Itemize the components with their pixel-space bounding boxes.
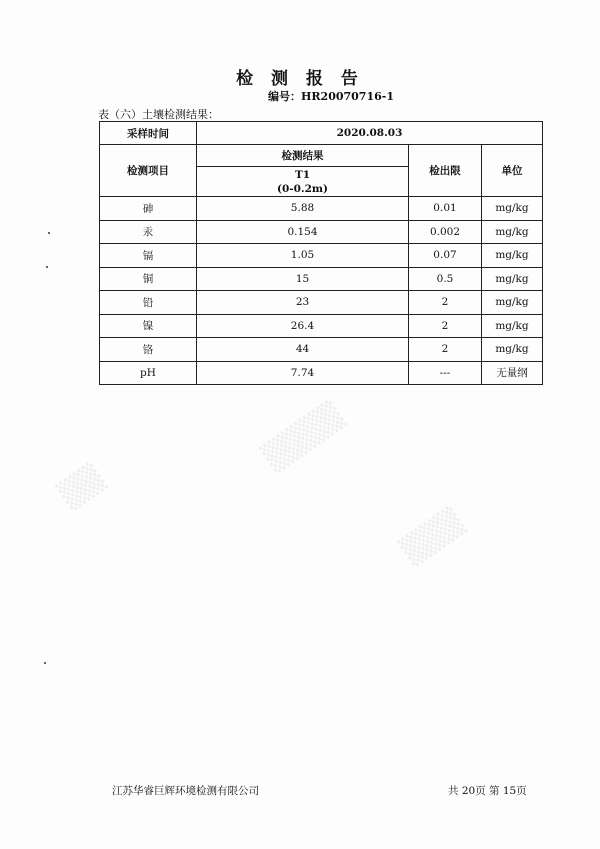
limit-value: 0.002 <box>409 220 482 244</box>
result-value: 26.4 <box>197 314 409 338</box>
sample-point-name: T1 <box>294 168 311 181</box>
unit-value: mg/kg <box>482 314 543 338</box>
unit-value: mg/kg <box>482 291 543 315</box>
footer-company: 江苏华睿巨辉环境检测有限公司 <box>112 785 259 797</box>
item-name: 砷 <box>100 197 197 221</box>
unit-value: mg/kg <box>482 244 543 268</box>
result-value: 5.88 <box>197 197 409 221</box>
limit-value: 2 <box>409 291 482 315</box>
result-value: 15 <box>197 267 409 291</box>
limit-value: 2 <box>409 338 482 362</box>
table-row <box>100 314 543 338</box>
margin-dot <box>44 662 46 664</box>
background-watermark: ▒▒▒▒ <box>258 398 348 475</box>
unit-value: mg/kg <box>482 220 543 244</box>
background-watermark: ▒▒▒ <box>396 504 469 569</box>
background-watermark: ▒▒ <box>54 460 109 513</box>
item-name: pH <box>100 361 197 385</box>
table-row <box>100 338 543 362</box>
unit-value: 无量纲 <box>482 361 543 385</box>
table-row <box>100 291 543 315</box>
soil-results-table <box>99 121 543 385</box>
limit-value: 0.5 <box>409 267 482 291</box>
sampling-time-label: 采样时间 <box>100 122 197 145</box>
item-name: 汞 <box>100 220 197 244</box>
sampling-date: 2020.08.03 <box>197 122 543 145</box>
report-number: 编号：HR20070716-1 <box>268 90 394 103</box>
report-title: 检 测 报 告 <box>236 69 364 89</box>
result-header: 检测结果 <box>197 145 409 167</box>
margin-dot <box>46 266 48 268</box>
table-row <box>100 197 543 221</box>
limit-value: 2 <box>409 314 482 338</box>
item-name: 镍 <box>100 314 197 338</box>
limit-value: 0.01 <box>409 197 482 221</box>
result-value: 44 <box>197 338 409 362</box>
sample-point-depth: (0-0.2m) <box>277 182 328 195</box>
table-caption: 表（六）土壤检测结果： <box>98 108 219 121</box>
table-row <box>100 244 543 268</box>
limit-header: 检出限 <box>409 145 482 197</box>
unit-value: mg/kg <box>482 338 543 362</box>
table-row <box>100 220 543 244</box>
unit-header: 单位 <box>482 145 543 197</box>
footer-page-number: 共 20页 第 15页 <box>448 785 527 797</box>
item-name: 铅 <box>100 291 197 315</box>
table-row <box>100 361 543 385</box>
result-value: 7.74 <box>197 361 409 385</box>
unit-value: mg/kg <box>482 197 543 221</box>
item-name: 镉 <box>100 244 197 268</box>
limit-value: --- <box>409 361 482 385</box>
item-name: 铜 <box>100 267 197 291</box>
result-value: 1.05 <box>197 244 409 268</box>
item-name: 铬 <box>100 338 197 362</box>
sample-point-header <box>197 167 409 197</box>
table-row <box>100 267 543 291</box>
limit-value: 0.07 <box>409 244 482 268</box>
unit-value: mg/kg <box>482 267 543 291</box>
result-value: 0.154 <box>197 220 409 244</box>
result-value: 23 <box>197 291 409 315</box>
margin-dot <box>48 232 50 234</box>
item-header: 检测项目 <box>100 145 197 197</box>
